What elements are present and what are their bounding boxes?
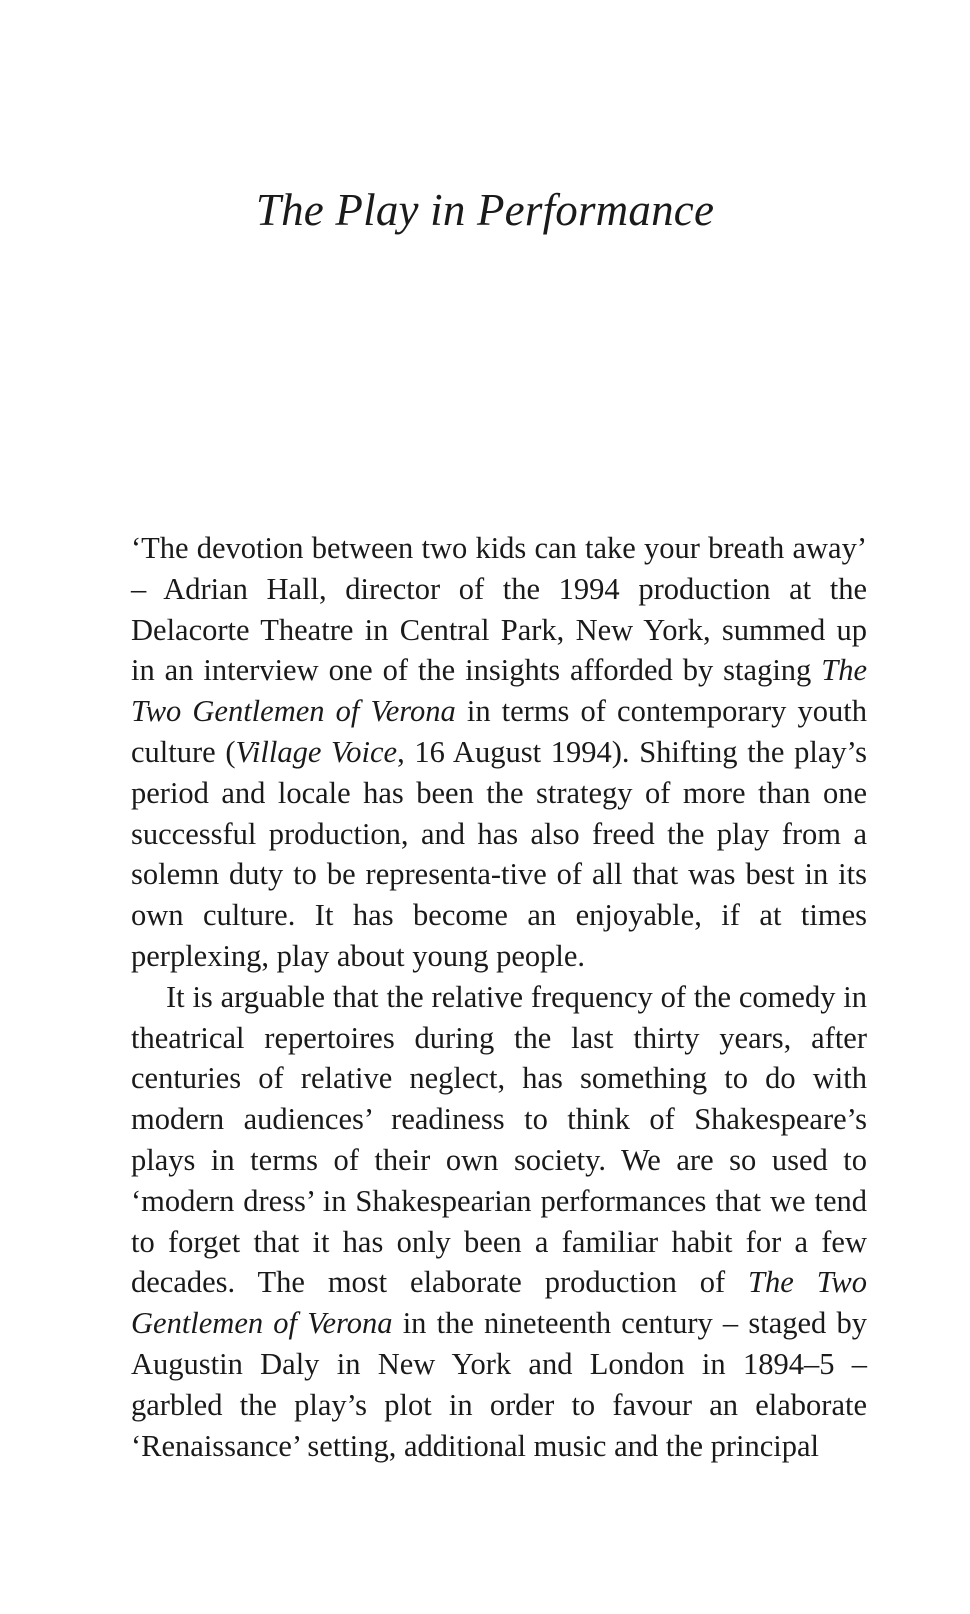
paragraph-1-segment-3: in terms of contemporary youth culture (	[131, 694, 868, 769]
paragraph-2	[131, 977, 867, 1467]
work-title-village-voice: Village Voice	[235, 734, 398, 769]
paragraph-2-segment-1: It is arguable that the relative frequency of the comedy in theatrical repertoires during the last thirty years, after centuries of relative neglect, has something to do with modern audiences’ readiness to think of Shakespeare’s plays in terms of their own society. We are so used to ‘modern dress’ in Shakespearian performances that we tend to forget that it has only been a familiar habit for a few decades. The most elaborate production of	[131, 979, 867, 1300]
paragraph-1	[131, 528, 867, 977]
work-title-two-gentlemen: The Two Gentlemen of Verona	[131, 1265, 867, 1341]
paragraph-1-segment-5: , 16 August 1994). Shifting the play’s period and locale has been the strategy of more than one successful production, and has also freed the play from a solemn duty to be representa-tive of all that was best in its own culture. It has become an enjoyable, if at times perplexing, play about young people.	[131, 734, 868, 973]
work-title-two-gentlemen: The Two Gentlemen of Verona	[131, 653, 867, 729]
body-text	[131, 528, 867, 1466]
chapter-title: The Play in Performance	[255, 185, 715, 235]
paragraph-2-segment-3: in the nineteenth century – staged by Augustin Daly in New York and London in 1894–5 – garbled the play’s plot in order to favour an elaborate ‘Renaissance’ setting, additional music and the principal	[131, 1306, 867, 1463]
paragraph-1-segment-1: ‘The devotion between two kids can take your breath away’ – Adrian Hall, director of the 1994 production at the Delacorte Theatre in Central Park, New York, summed up in an interview one of the insights afforded by staging	[131, 531, 867, 688]
